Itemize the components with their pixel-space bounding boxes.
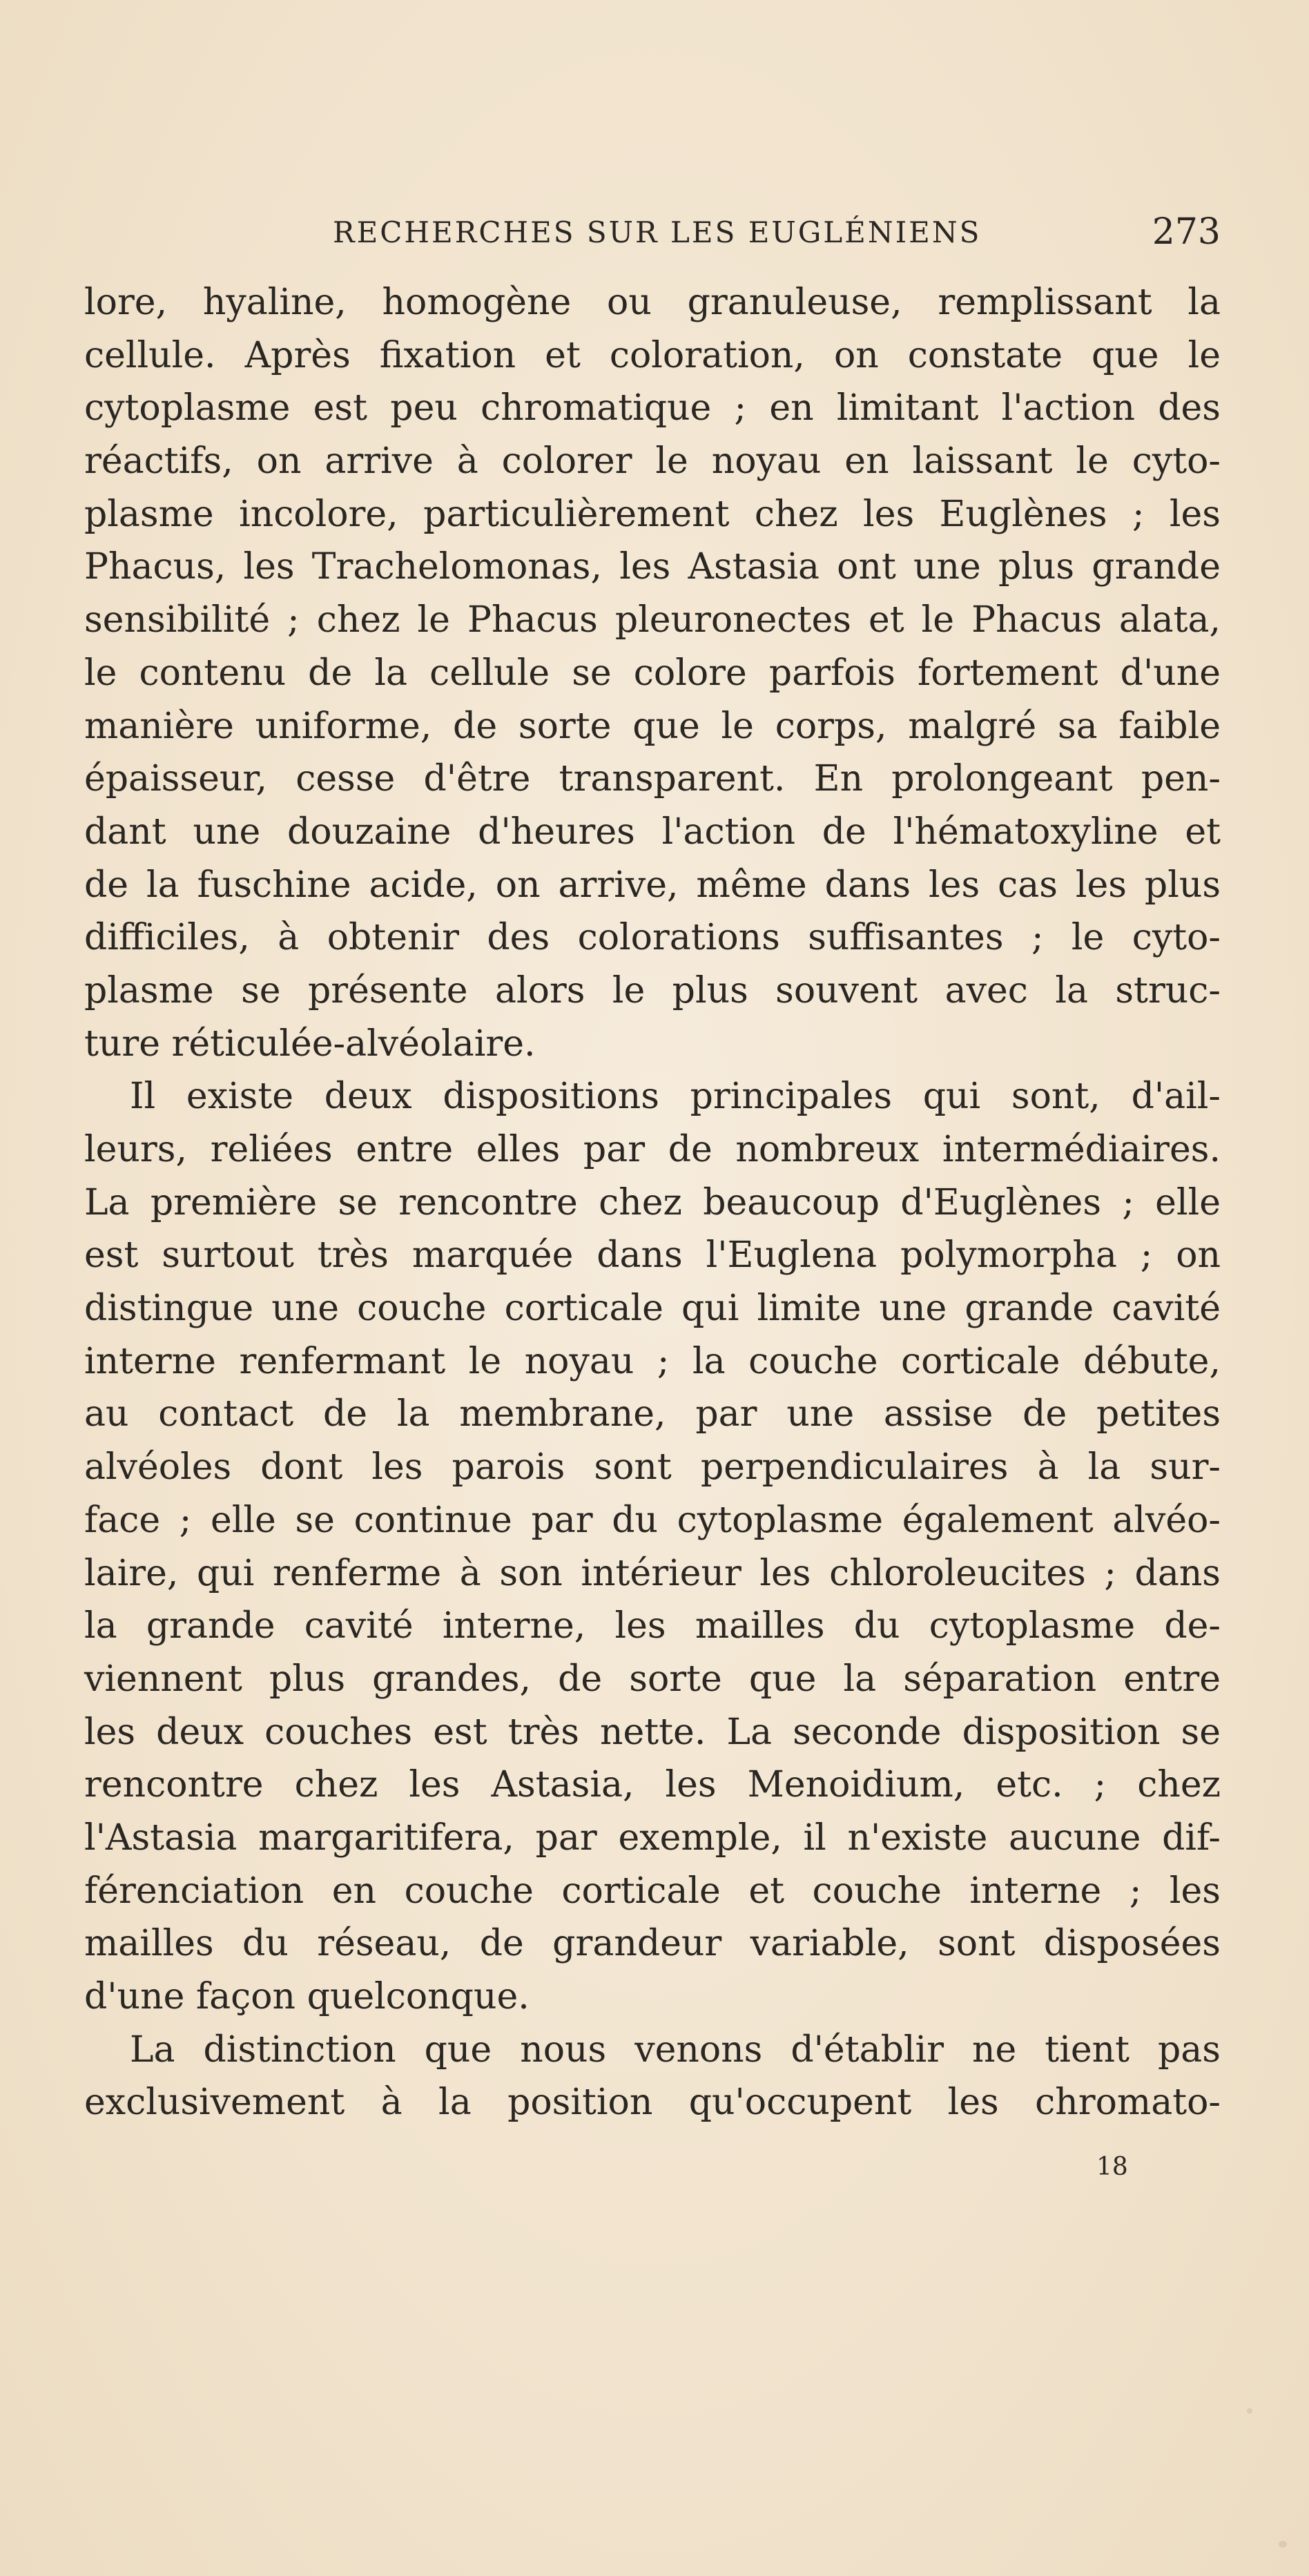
signature-mark: 18 <box>1096 2153 1128 2181</box>
text-line: distingue une couche corticale qui limite une grande cavité <box>84 1288 1221 1330</box>
text-line: dant une douzaine d'heures l'action de l'hématoxyline et <box>84 811 1221 853</box>
text-line: d'une façon quelconque. <box>84 1976 530 2017</box>
text-line: férenciation en couche corticale et couche interne ; les <box>84 1870 1221 1912</box>
text-line: difficiles, à obtenir des colorations suffisantes ; le cyto- <box>84 917 1221 959</box>
text-line: plasme se présente alors le plus souvent avec la struc- <box>84 969 1221 1011</box>
text-line: cellule. Après fixation et coloration, on constate que le <box>84 334 1221 376</box>
text-line: la grande cavité interne, les mailles du cytoplasme de- <box>84 1605 1221 1647</box>
text-line: Il existe deux dispositions principales qui sont, d'ail- <box>130 1076 1221 1118</box>
text-line: cytoplasme est peu chromatique ; en limitant l'action des <box>84 387 1221 429</box>
body-text <box>84 276 1221 2129</box>
paper-spot <box>1247 2408 1252 2414</box>
text-line: est surtout très marquée dans l'Euglena polymorpha ; on <box>84 1234 1221 1277</box>
text-line: au contact de la membrane, par une assise de petites <box>84 1393 1221 1435</box>
text-line: La première se rencontre chez beaucoup d'Euglènes ; elle <box>84 1181 1221 1223</box>
paper-spot <box>1279 2541 1287 2548</box>
text-line: rencontre chez les Astasia, les Menoidium, etc. ; chez <box>84 1764 1221 1806</box>
text-line: laire, qui renferme à son intérieur les chloroleucites ; dans <box>84 1552 1221 1594</box>
text-line: plasme incolore, particulièrement chez les Euglènes ; les <box>84 493 1221 535</box>
text-line: La distinction que nous venons d'établir ne tient pas <box>130 2028 1221 2071</box>
text-line: les deux couches est très nette. La seconde disposition se <box>84 1711 1221 1753</box>
text-line: exclusivement à la position qu'occupent les chromato- <box>84 2082 1221 2124</box>
text-line: l'Astasia margaritifera, par exemple, il n'existe aucune dif- <box>84 1817 1221 1859</box>
text-line: épaisseur, cesse d'être transparent. En prolongeant pen- <box>84 758 1221 800</box>
text-line: mailles du réseau, de grandeur variable, sont disposées <box>84 1923 1221 1965</box>
text-line: réactifs, on arrive à colorer le noyau en laissant le cyto- <box>84 440 1221 483</box>
text-line: Phacus, les Trachelomonas, les Astasia ont une plus grande <box>84 546 1221 588</box>
text-line: ture réticulée-alvéolaire. <box>84 1023 536 1065</box>
text-line: le contenu de la cellule se colore parfois fortement d'une <box>84 652 1221 694</box>
text-line: de la fuschine acide, on arrive, même dans les cas les plus <box>84 864 1221 906</box>
text-line: manière uniforme, de sorte que le corps, malgré sa faible <box>84 705 1221 747</box>
text-line: lore, hyaline, homogène ou granuleuse, remplissant la <box>84 282 1221 323</box>
text-line: viennent plus grandes, de sorte que la séparation entre <box>84 1658 1221 1700</box>
text-line: alvéoles dont les parois sont perpendiculaires à la sur- <box>84 1446 1221 1489</box>
running-title: RECHERCHES SUR LES EUGLÉNIENS <box>333 215 982 249</box>
text-line: sensibilité ; chez le Phacus pleuronectes et le Phacus alata, <box>84 599 1221 641</box>
text-line: interne renfermant le noyau ; la couche corticale débute, <box>84 1340 1221 1382</box>
page-number: 273 <box>1152 211 1221 253</box>
text-line: leurs, reliées entre elles par de nombreux intermédiaires. <box>84 1129 1221 1170</box>
text-line: face ; elle se continue par du cytoplasme également alvéo- <box>84 1499 1221 1541</box>
page-header <box>84 209 1221 253</box>
